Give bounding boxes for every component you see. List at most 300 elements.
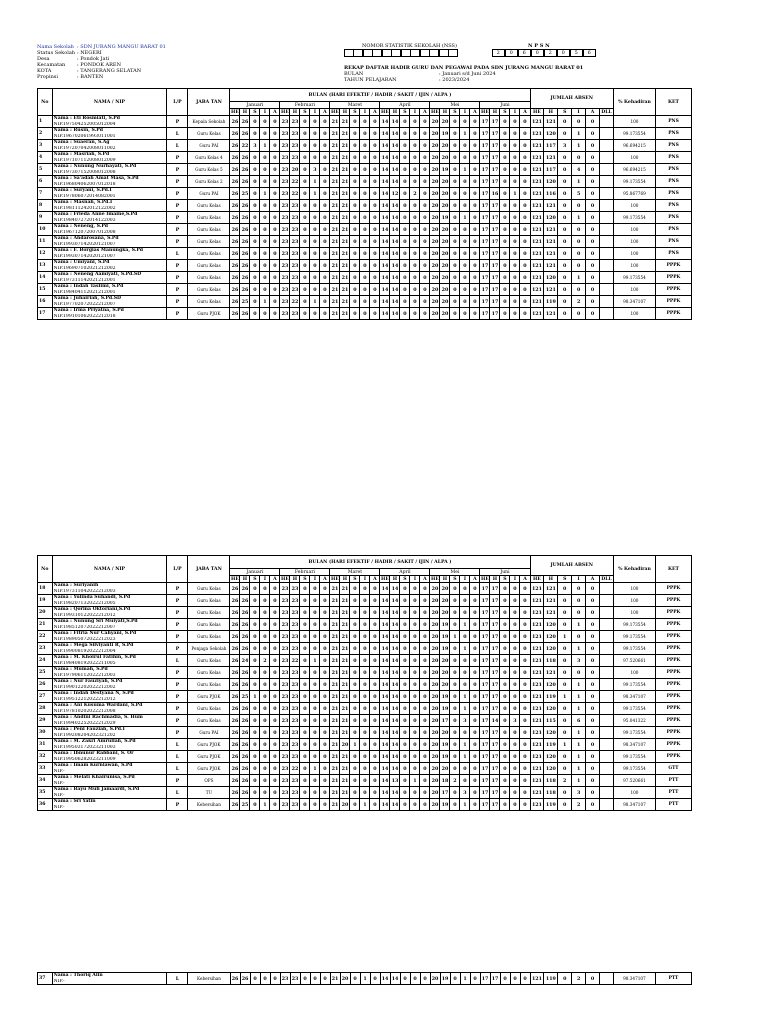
row-ket: PNS [656, 236, 692, 248]
row-value: 26 [230, 308, 240, 320]
row-value: 14 [380, 583, 390, 595]
row-value: 23 [290, 619, 300, 631]
row-total: 121 [530, 272, 544, 284]
row-jabatan: Guru Kelas [188, 224, 230, 236]
row-value: 0 [470, 799, 480, 811]
row-name-cell [52, 643, 167, 655]
row-value: 0 [270, 284, 280, 296]
row-value: 0 [400, 248, 410, 260]
row-value: 1 [360, 799, 370, 811]
row-lp: P [167, 236, 188, 248]
row-value: 0 [250, 799, 260, 811]
row-name-cell [52, 236, 167, 248]
row-value: 0 [420, 164, 430, 176]
row-value: 0 [510, 152, 520, 164]
row-value: 14 [390, 128, 400, 140]
row-ket: PNS [656, 128, 692, 140]
row-value: 0 [470, 619, 480, 631]
row-lp: P [167, 703, 188, 715]
row-jabatan: Guru Kelas 2 [188, 176, 230, 188]
row-value: 17 [480, 751, 490, 763]
row-value: 0 [320, 655, 330, 667]
row-value: 0 [250, 715, 260, 727]
col-jumlah-he: HE [530, 576, 544, 583]
row-value: 26 [230, 224, 240, 236]
row-value: 0 [410, 739, 420, 751]
row-value: 0 [350, 619, 360, 631]
row-total: 0 [558, 787, 572, 799]
row-value: 0 [250, 212, 260, 224]
row-value: 26 [230, 212, 240, 224]
row-value: 17 [480, 799, 490, 811]
row-value: 23 [280, 248, 290, 260]
row-value: 0 [470, 595, 480, 607]
row-value: 1 [460, 164, 470, 176]
row-value: 0 [300, 607, 310, 619]
row-total: 121 [530, 116, 544, 128]
row-jabatan: Guru Kelas [188, 284, 230, 296]
row-nama: Nama : Sri Yatin [53, 799, 96, 805]
row-value: 0 [370, 715, 380, 727]
row-ket: PPPK [656, 655, 692, 667]
row-no: 8 [38, 200, 53, 212]
row-no: 4 [38, 152, 53, 164]
row-value: 0 [300, 655, 310, 667]
col-sub-a: A [420, 576, 430, 583]
row-nama: Nama : Nunung Sri Mulyati,S.Pd [53, 619, 138, 625]
row-value: 0 [350, 763, 360, 775]
row-value: 0 [400, 715, 410, 727]
row-value: 14 [390, 595, 400, 607]
row-lp: P [167, 775, 188, 787]
row-value: 20 [430, 619, 440, 631]
row-ket: PPPK [656, 679, 692, 691]
row-jabatan: Guru Kelas [188, 595, 230, 607]
row-value: 23 [290, 751, 300, 763]
table-row [38, 691, 692, 703]
row-value: 21 [330, 715, 340, 727]
row-value: 0 [250, 973, 260, 985]
row-value: 17 [480, 595, 490, 607]
row-value: 0 [300, 176, 310, 188]
row-value: 0 [250, 607, 260, 619]
row-value: 19 [440, 799, 450, 811]
row-lp: L [167, 763, 188, 775]
school-info-row-propinsi [37, 74, 166, 80]
row-value: 0 [260, 775, 270, 787]
col-sub-h: H [390, 109, 400, 116]
row-value: 0 [460, 140, 470, 152]
row-value: 0 [260, 973, 270, 985]
row-value: 0 [450, 152, 460, 164]
row-value: 0 [350, 799, 360, 811]
row-value: 0 [410, 308, 420, 320]
row-value: 0 [310, 236, 320, 248]
row-value: 17 [480, 631, 490, 643]
col-month-juni: Juni [480, 102, 530, 109]
row-value: 0 [460, 763, 470, 775]
row-value: 0 [500, 667, 510, 679]
row-value: 14 [380, 272, 390, 284]
row-nip: NIP.196712072007012008 [53, 229, 116, 235]
row-value: 0 [460, 188, 470, 200]
table-row [38, 679, 692, 691]
row-total: 2 [572, 973, 586, 985]
row-value: 0 [520, 715, 530, 727]
row-value: 0 [270, 200, 280, 212]
bulan-value: : Januari s/d Juni 2024 [439, 71, 496, 77]
row-value: 0 [450, 715, 460, 727]
row-nip: NIP.197806072014082001 [53, 193, 116, 199]
row-value: 20 [430, 787, 440, 799]
row-value: 0 [510, 631, 520, 643]
row-no: 10 [38, 224, 53, 236]
row-value: 0 [360, 643, 370, 655]
row-jabatan: Guru Kelas [188, 260, 230, 272]
row-value: 14 [390, 152, 400, 164]
row-value: 0 [400, 667, 410, 679]
row-total: 0 [558, 679, 572, 691]
row-total: 119 [544, 691, 558, 703]
row-value: 0 [520, 655, 530, 667]
row-value: 0 [420, 799, 430, 811]
row-total: 3 [572, 787, 586, 799]
row-jabatan: Guru PJOK [188, 739, 230, 751]
kota-value: : TANGERANG SELATAN [77, 68, 142, 74]
row-name-cell [52, 739, 167, 751]
col-jumlah-h: H [544, 109, 558, 116]
row-value: 0 [470, 188, 480, 200]
row-value: 17 [480, 260, 490, 272]
row-total: 121 [530, 655, 544, 667]
row-jabatan: Guru Kelas [188, 715, 230, 727]
row-name-cell [52, 631, 167, 643]
row-value: 17 [490, 655, 500, 667]
col-sub-a: A [370, 109, 380, 116]
row-value: 3 [310, 164, 320, 176]
row-value: 0 [400, 787, 410, 799]
row-value: 2 [260, 655, 270, 667]
row-value: 23 [280, 787, 290, 799]
row-nip: NIP.197504252005012004 [53, 121, 116, 127]
row-value: 26 [230, 655, 240, 667]
row-value: 1 [460, 799, 470, 811]
row-total: 0 [586, 751, 600, 763]
row-nama: Nama : Mumah, S.Pd [53, 667, 108, 673]
row-value: 23 [290, 236, 300, 248]
row-name-cell [52, 655, 167, 667]
row-value: 0 [270, 236, 280, 248]
row-value: 0 [310, 607, 320, 619]
row-total: 0 [558, 643, 572, 655]
row-value: 0 [260, 787, 270, 799]
table-row [38, 236, 692, 248]
row-value: 0 [250, 751, 260, 763]
row-value: 0 [500, 236, 510, 248]
row-name-cell [52, 595, 167, 607]
row-total: 1 [572, 128, 586, 140]
row-value: 0 [320, 727, 330, 739]
col-sub-s: S [500, 109, 510, 116]
row-value: 23 [280, 763, 290, 775]
row-lp: P [167, 116, 188, 128]
row-no: 11 [38, 236, 53, 248]
row-name-cell [52, 296, 167, 308]
row-value: 17 [490, 739, 500, 751]
row-lp: L [167, 739, 188, 751]
row-value: 17 [490, 763, 500, 775]
row-lp: P [167, 176, 188, 188]
row-value: 0 [420, 739, 430, 751]
row-total: 118 [544, 655, 558, 667]
row-value: 0 [370, 200, 380, 212]
row-jabatan: Guru Kelas [188, 200, 230, 212]
row-value: 14 [390, 176, 400, 188]
row-total [599, 128, 613, 140]
row-value: 17 [480, 176, 490, 188]
row-total [599, 799, 613, 811]
row-value: 21 [330, 655, 340, 667]
row-total: 1 [572, 176, 586, 188]
table-row [38, 595, 692, 607]
row-value: 14 [390, 308, 400, 320]
col-sub-s: S [400, 576, 410, 583]
row-value: 0 [300, 727, 310, 739]
row-value: 14 [380, 212, 390, 224]
row-value: 0 [520, 140, 530, 152]
row-value: 17 [490, 619, 500, 631]
row-name-cell [52, 248, 167, 260]
row-value: 0 [370, 152, 380, 164]
row-value: 0 [250, 655, 260, 667]
row-total [599, 595, 613, 607]
row-nama: Nama : Eti Rosmiati, S.Pd [53, 116, 120, 122]
row-total: 121 [544, 200, 558, 212]
row-total: 121 [530, 176, 544, 188]
row-no: 21 [38, 619, 53, 631]
row-value: 23 [280, 691, 290, 703]
row-value: 26 [230, 152, 240, 164]
row-jabatan: Kebersihan [188, 799, 230, 811]
row-value: 0 [310, 272, 320, 284]
row-pct: 100 [613, 224, 655, 236]
row-name-cell [52, 284, 167, 296]
row-value: 14 [380, 152, 390, 164]
row-no: 7 [38, 188, 53, 200]
row-value: 0 [310, 751, 320, 763]
row-value: 23 [290, 284, 300, 296]
row-total: 1 [572, 691, 586, 703]
row-value: 21 [340, 260, 350, 272]
row-value: 23 [280, 200, 290, 212]
row-value: 21 [330, 763, 340, 775]
row-total: 121 [530, 164, 544, 176]
row-value: 0 [400, 799, 410, 811]
row-value: 17 [440, 715, 450, 727]
desa-label: Desa [37, 56, 50, 62]
row-total: 120 [544, 679, 558, 691]
row-total: 120 [544, 212, 558, 224]
row-value: 17 [480, 152, 490, 164]
row-value: 0 [320, 272, 330, 284]
row-value: 17 [490, 583, 500, 595]
row-value: 17 [480, 643, 490, 655]
row-value: 0 [270, 260, 280, 272]
row-value: 0 [270, 308, 280, 320]
row-total [599, 775, 613, 787]
row-value: 0 [320, 248, 330, 260]
col-jumlah: JUMLAH ABSEN [530, 89, 613, 109]
row-value: 0 [300, 703, 310, 715]
row-value: 0 [320, 973, 330, 985]
row-total: 0 [558, 727, 572, 739]
row-no: 24 [38, 655, 53, 667]
row-value: 23 [290, 116, 300, 128]
row-total: 0 [558, 236, 572, 248]
row-value: 0 [420, 631, 430, 643]
npsn-digit: 6 [518, 49, 532, 57]
row-ket: PPPK [656, 583, 692, 595]
row-value: 0 [450, 296, 460, 308]
row-value: 25 [240, 296, 250, 308]
row-value: 0 [460, 176, 470, 188]
row-value: 17 [480, 116, 490, 128]
row-nip: NIP.196907102021212002 [53, 265, 116, 271]
row-nama: Nama : M. Zakri Amrullah, S.Pd [53, 739, 136, 745]
row-value: 19 [440, 619, 450, 631]
table-row [38, 176, 692, 188]
row-total: 0 [572, 667, 586, 679]
row-lp: L [167, 655, 188, 667]
row-nip: NIP.199402252022212029 [53, 720, 116, 726]
row-ket: PNS [656, 248, 692, 260]
row-pct: 100 [613, 595, 655, 607]
row-value: 0 [410, 248, 420, 260]
row-value: 0 [450, 224, 460, 236]
row-value: 0 [420, 176, 430, 188]
row-value: 17 [480, 200, 490, 212]
row-total: 0 [586, 116, 600, 128]
row-value: 0 [450, 176, 460, 188]
row-nama: Nama : Irma Priyatna, S.Pd [53, 308, 124, 314]
row-value: 0 [500, 799, 510, 811]
row-value: 0 [450, 140, 460, 152]
row-total: 2 [572, 799, 586, 811]
row-value: 0 [400, 619, 410, 631]
row-value: 0 [250, 236, 260, 248]
row-value: 23 [280, 619, 290, 631]
col-sub-he: HE [381, 576, 389, 582]
row-value: 0 [260, 152, 270, 164]
row-value: 0 [320, 619, 330, 631]
row-no: 9 [38, 212, 53, 224]
row-jabatan: OPS [188, 775, 230, 787]
row-value: 0 [350, 140, 360, 152]
row-value: 21 [330, 973, 340, 985]
row-value: 0 [260, 739, 270, 751]
row-value: 0 [370, 595, 380, 607]
row-value: 0 [400, 236, 410, 248]
row-nip: NIP.199307142020121007 [53, 241, 116, 247]
row-value: 17 [480, 296, 490, 308]
row-value: 20 [440, 727, 450, 739]
row-value: 0 [510, 308, 520, 320]
row-ket: PPPK [656, 595, 692, 607]
row-total: 0 [572, 595, 586, 607]
row-value: 0 [270, 128, 280, 140]
row-value: 17 [480, 787, 490, 799]
row-total: 0 [558, 703, 572, 715]
row-value: 26 [240, 667, 250, 679]
row-value: 17 [480, 236, 490, 248]
row-value: 23 [280, 284, 290, 296]
col-sub-h: H [290, 109, 300, 116]
row-nama: Nama : Juhairiah, S.Pd.SD [53, 296, 122, 302]
row-value: 20 [430, 679, 440, 691]
row-value: 14 [390, 607, 400, 619]
row-value: 26 [240, 583, 250, 595]
row-total: 121 [530, 799, 544, 811]
row-value: 0 [460, 775, 470, 787]
row-value: 0 [250, 595, 260, 607]
row-value: 0 [400, 224, 410, 236]
table-row [38, 140, 692, 152]
row-value: 2 [410, 188, 420, 200]
row-value: 14 [390, 643, 400, 655]
row-no: 31 [38, 739, 53, 751]
row-value: 0 [420, 715, 430, 727]
row-value: 0 [510, 751, 520, 763]
row-value: 0 [270, 140, 280, 152]
row-value: 14 [390, 763, 400, 775]
row-total: 116 [544, 188, 558, 200]
row-value: 26 [240, 212, 250, 224]
nss-boxes [344, 49, 458, 57]
row-value: 0 [300, 631, 310, 643]
row-value: 0 [350, 655, 360, 667]
row-value: 0 [450, 799, 460, 811]
row-value: 0 [470, 787, 480, 799]
row-total [599, 607, 613, 619]
row-value: 0 [420, 248, 430, 260]
row-value: 0 [320, 152, 330, 164]
row-total: 121 [530, 763, 544, 775]
row-value: 17 [490, 176, 500, 188]
school-name-value: : SDN JURANG MANGU BARAT 01 [77, 44, 166, 50]
row-value: 23 [290, 212, 300, 224]
row-value: 17 [490, 775, 500, 787]
row-jabatan: Guru Kelas [188, 296, 230, 308]
row-value: 20 [440, 152, 450, 164]
row-pct: 100 [613, 607, 655, 619]
row-value: 14 [390, 715, 400, 727]
row-value: 21 [340, 727, 350, 739]
row-value: 0 [300, 973, 310, 985]
row-value: 1 [260, 799, 270, 811]
row-total: 1 [572, 643, 586, 655]
row-total: 0 [558, 188, 572, 200]
row-value: 0 [410, 176, 420, 188]
row-value: 0 [260, 715, 270, 727]
row-value: 23 [280, 607, 290, 619]
row-value: 17 [480, 212, 490, 224]
row-value: 0 [470, 583, 480, 595]
row-total: 1 [572, 272, 586, 284]
row-value: 20 [440, 308, 450, 320]
row-value: 0 [370, 140, 380, 152]
row-value: 21 [340, 643, 350, 655]
row-total: 121 [530, 200, 544, 212]
